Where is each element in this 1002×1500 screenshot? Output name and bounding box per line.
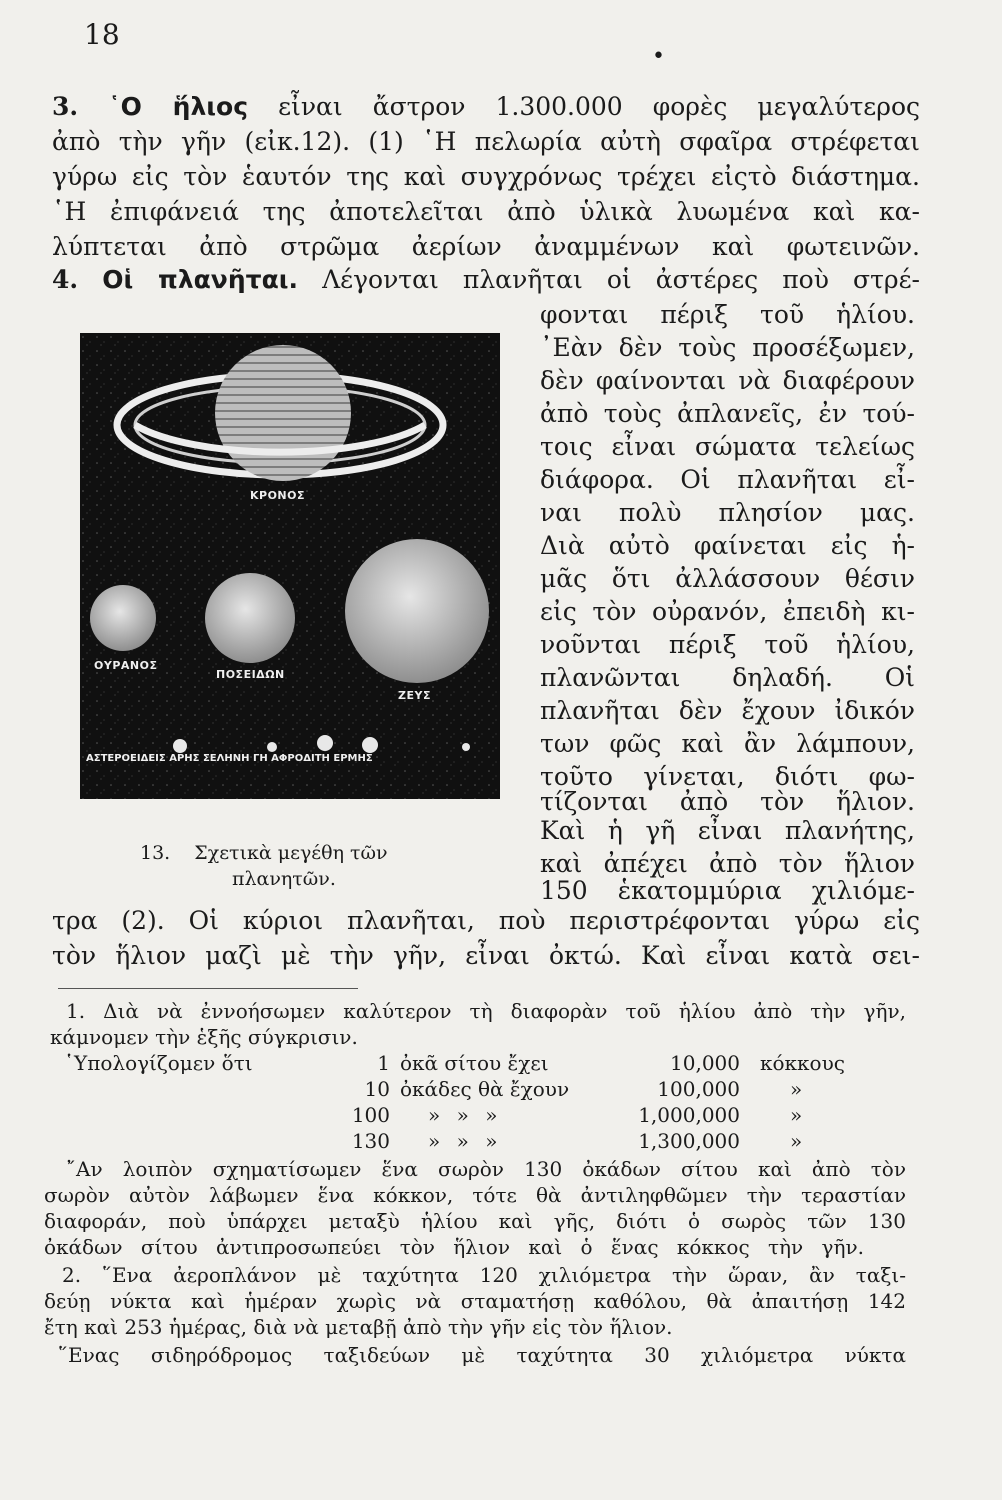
table-unit: » » » xyxy=(428,1103,498,1127)
section-4-side-line: διάφορα. Οἱ πλανῆται εἶ- xyxy=(540,465,915,494)
jupiter-planet xyxy=(345,539,489,683)
section-4-side-line: 150 ἑκατομμύρια χιλιόμε- xyxy=(540,876,915,905)
section-4-first-line: Λέγονται πλανῆται οἱ ἀστέρες ποὺ στρέ- xyxy=(322,265,921,294)
section-4-side-line: Καὶ ἡ γῆ εἶναι πλανήτης, xyxy=(540,816,915,845)
planets-illustration xyxy=(80,333,500,799)
footnote-divider xyxy=(58,988,358,989)
section-4-side-line: τίζονται ἀπὸ τὸν ἥλιον. xyxy=(540,787,915,816)
section-4-side-line: ναι πολὺ πλησίον μας. xyxy=(540,498,915,527)
venus-dot xyxy=(362,737,378,753)
table-unit: ὀκάδες θὰ ἔχουν xyxy=(400,1077,570,1101)
section-4-side-line: Διὰ αὐτὸ φαίνεται εἰς ἡ- xyxy=(540,531,915,560)
section-3-heading-line xyxy=(52,92,920,122)
top-mark: • xyxy=(652,44,665,69)
footnote-2-line: ἔτη καὶ 253 ἡμέρας, διὰ νὰ μεταβῇ ἀπὸ τὴν γῆν εἰς τὸν ἥλιον. xyxy=(44,1315,673,1339)
footnote-2-line: 2. ῞Ενα ἀεροπλάνον μὲ ταχύτητα 120 χιλιόμετρα τὴν ὥραν, ἂν ταξι- xyxy=(62,1263,906,1287)
page-number: 18 xyxy=(84,18,120,51)
section-4-side-line: τοις εἶναι σώματα τελείως xyxy=(540,432,915,461)
section-4-side-line: πλανῆται δὲν ἔχουν ἰδικόν xyxy=(540,696,915,725)
table-end: κόκκους xyxy=(760,1051,845,1075)
section-3-line-5: λύπτεται ἀπὸ στρῶμα ἀερίων ἀναμμένων καὶ φωτεινῶν. xyxy=(52,232,920,261)
section-3-line-4: ῾Η ἐπιφάνειά της ἀποτελεῖται ἀπὸ ὑλικὰ λυωμένα καὶ κα- xyxy=(52,197,920,226)
footnote-1-line-1: 1. Διὰ νὰ ἐννοήσωμεν καλύτερον τὴ διαφορὰν τοῦ ἡλίου ἀπὸ τὴν γῆν, xyxy=(66,999,906,1023)
section-4-side-line: των φῶς καὶ ἂν λάμπουν, xyxy=(540,729,915,758)
section-4-side-line: εἰς τὸν οὐρανόν, ἐπειδὴ κι- xyxy=(540,597,915,626)
section-4-side-line: φονται πέριξ τοῦ ἡλίου. xyxy=(540,300,915,329)
section-4-side-line: πλανῶνται δηλαδή. Οἱ xyxy=(540,663,915,692)
section-4-heading-line xyxy=(52,265,920,295)
footnote-1-after-line: ὀκάδων σίτου ἀντιπροσωπεύει τὸν ἥλιον καὶ ὁ ἕνας κόκκος τὴν γῆν. xyxy=(44,1235,864,1259)
uranus-planet xyxy=(90,585,156,651)
moon-dot xyxy=(267,742,277,752)
section-4-number: 4. xyxy=(52,265,79,294)
table-end: » xyxy=(790,1129,803,1153)
planets-figure xyxy=(80,333,500,799)
footnote-1-line-2: κάμνομεν τὴν ἑξῆς σύγκρισιν. xyxy=(50,1025,358,1049)
table-value: 1,000,000 xyxy=(638,1103,740,1127)
section-4-full-line-1: τρα (2). Οἱ κύριοι πλανῆται, ποὺ περιστρέφονται γύρω εἰς xyxy=(52,906,920,935)
neptune-planet xyxy=(205,573,295,663)
section-4-side-line: καὶ ἀπέχει ἀπὸ τὸν ἥλιον xyxy=(540,849,915,878)
figure-caption-number: 13. xyxy=(140,842,171,864)
table-qty: 100 xyxy=(351,1103,390,1127)
section-4-side-line: ἀπὸ τοὺς ἀπλανεῖς, ἐν τού- xyxy=(540,399,915,428)
section-3-line-1: εἶναι ἄστρον 1.300.000 φορὲς μεγαλύτερος xyxy=(278,92,921,121)
section-4-side-line: δὲν φαίνονται νὰ διαφέρουν xyxy=(540,366,915,395)
section-4-side-line: νοῦνται πέριξ τοῦ ἡλίου, xyxy=(540,630,915,659)
section-4-title: Οἱ πλανῆται. xyxy=(102,265,299,294)
mercury-dot xyxy=(462,743,470,751)
footnote-1-after-line: διαφοράν, ποὺ ὑπάρχει μεταξὺ ἡλίου καὶ γῆς, διότι ὁ σωρὸς τῶν 130 xyxy=(44,1209,906,1233)
table-unit: ὀκᾶ σίτου ἔχει xyxy=(400,1051,549,1075)
label-bottom-row: ΑΣΤΕΡΟΕΙΔΕΙΣ ΑΡΗΣ ΣΕΛΗΝΗ ΓΗ ΑΦΡΟΔΙΤΗ ΕΡΜΗΣ xyxy=(86,753,373,764)
label-poseidon: ΠΟΣΕΙΔΩΝ xyxy=(216,668,285,681)
table-qty: 1 xyxy=(377,1051,390,1075)
label-kronos: ΚΡΟΝΟΣ xyxy=(250,489,306,502)
table-unit: » » » xyxy=(428,1129,498,1153)
table-value: 1,300,000 xyxy=(638,1129,740,1153)
footnote-2-line: δεύῃ νύκτα καὶ ἡμέραν χωρὶς νὰ σταματήσῃ καθόλου, θὰ ἀπαιτήσῃ 142 xyxy=(44,1289,906,1313)
figure-caption-line-1 xyxy=(140,840,388,866)
figure-caption-text: Σχετικὰ μεγέθη τῶν xyxy=(194,842,388,864)
footnote-1-table-intro: ῾Υπολογίζομεν ὅτι xyxy=(64,1051,253,1075)
label-zeus: ΖΕΥΣ xyxy=(398,689,431,702)
table-qty: 130 xyxy=(351,1129,390,1153)
footnote-1-after-line: σωρὸν αὐτὸν λάβωμεν ἕνα κόκκον, τότε θὰ ἀντιληφθῶμεν τὴν τεραστίαν xyxy=(44,1183,906,1207)
table-value: 10,000 xyxy=(670,1051,740,1075)
footnote-1-after-line: ῎Αν λοιπὸν σχηματίσωμεν ἕνα σωρὸν 130 ὀκάδων σίτου καὶ ἀπὸ τὸν xyxy=(66,1157,906,1181)
table-qty: 10 xyxy=(364,1077,390,1101)
section-4-side-line: μᾶς ὅτι ἀλλάσσουν θέσιν xyxy=(540,564,915,593)
section-3-line-2: ἀπὸ τὴν γῆν (εἰκ.12). (1) ῾Η πελωρία αὐτὴ σφαῖρα στρέφεται xyxy=(52,127,920,156)
section-4-side-line: τοῦτο γίνεται, διότι φω- xyxy=(540,762,915,791)
table-end: » xyxy=(790,1103,803,1127)
section-3-title: ῾Ο ἥλιος xyxy=(108,92,249,121)
earth-dot xyxy=(317,735,333,751)
label-ouranos: ΟΥΡΑΝΟΣ xyxy=(94,659,158,672)
section-3-number: 3. xyxy=(52,92,79,121)
section-4-full-line-2: τὸν ἥλιον μαζὶ μὲ τὴν γῆν, εἶναι ὀκτώ. Καὶ εἶναι κατὰ σει- xyxy=(52,941,920,970)
section-3-line-3: γύρω εἰς τὸν ἑαυτόν της καὶ συγχρόνως τρέχει εἰςτὸ διάστημα. xyxy=(52,162,920,191)
figure-caption-line-2: πλανητῶν. xyxy=(232,868,336,890)
table-value: 100,000 xyxy=(657,1077,740,1101)
footnote-2-line: ῞Ενας σιδηρόδρομος ταξιδεύων μὲ ταχύτητα 30 χιλιόμετρα νύκτα xyxy=(58,1343,906,1367)
mars-dot xyxy=(173,739,187,753)
table-end: » xyxy=(790,1077,803,1101)
section-4-side-line: ᾿Εὰν δὲν τοὺς προσέξωμεν, xyxy=(540,333,915,362)
saturn-planet xyxy=(215,345,351,481)
